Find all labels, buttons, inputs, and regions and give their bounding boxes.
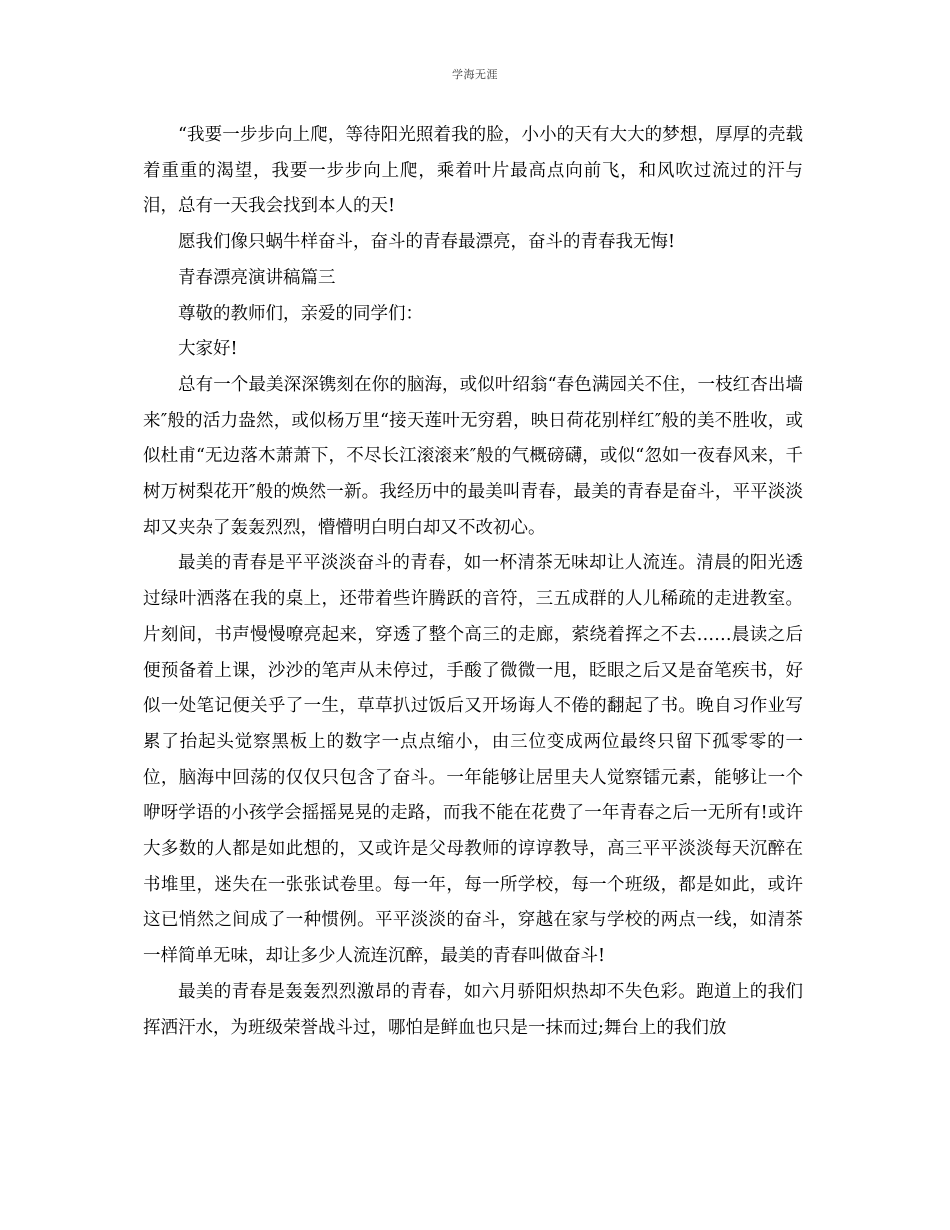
section-heading: 青春漂亮演讲稿篇三 xyxy=(178,267,336,288)
paragraph: 最美的青春是平平淡淡奋斗的青春，如一杯清茶无味却让人流连。清晨的阳光透过绿叶洒落在我的桌上，还带着些许腾跃的音符，三五成群的人儿稀疏的走进教室。片刻间，书声慢慢嘹亮起来，穿透了整个高三的走廊，萦绕着挥之不去……晨读之后便预备着上课，沙沙的笔声从未停过，手酸了微微一甩，眨眼之后又是奋笔疾书，好似一处笔记便关乎了一生，草草扒过饭后又开场诲人不倦的翻起了书。晚自习作业写累了抬起头觉察黑板上的数字一点点缩小，由三位变成两位最终只留下孤零零的一位，脑海中回荡的仅仅只包含了奋斗。一年能够让居里夫人觉察镭元素，能够让一个咿呀学语的小孩学会摇摇晃晃的走路，而我不能在花费了一年青春之后一无所有!或许大多数的人都是如此想的，又或许是父母教师的谆谆教导，高三平平淡淡每天沉醉在书堆里，迷失在一张张试卷里。每一年，每一所学校，每一个班级，都是如此，或许这已悄然之间成了一种惯例。平平淡淡的奋斗，穿越在家与学校的两点一线，如清茶一样简单无味，却让多少人流连沉醉，最美的青春叫做奋斗! xyxy=(143,553,803,967)
greeting: 大家好! xyxy=(178,339,238,360)
paragraph: 总有一个最美深深镌刻在你的脑海，或似叶绍翁“春色满园关不住，一枝红杏出墙来″般的活力盎然，或似杨万里“接天莲叶无穷碧，映日荷花别样红″般的美不胜收，或似杜甫“无边落木萧萧下，不尽长江滚滚来″般的气概磅礴，或似“忽如一夜春风来，千树万树梨花开″般的焕然一新。我经历中的最美叫青春，最美的青春是奋斗，平平淡淡却又夹杂了轰轰烈烈，懵懵明白明白却又不改初心。 xyxy=(143,374,803,538)
paragraph: 最美的青春是轰轰烈烈激昂的青春，如六月骄阳炽热却不失色彩。跑道上的我们挥洒汗水，为班级荣誉战斗过，哪怕是鲜血也只是一抹而过;舞台上的我们放 xyxy=(143,981,803,1038)
document-body xyxy=(143,118,803,1046)
paragraph: “我要一步步向上爬，等待阳光照着我的脸，小小的天有大大的梦想，厚厚的壳载着重重的渴望，我要一步步向上爬，乘着叶片最高点向前飞，和风吹过流过的汗与泪，总有一天我会找到本人的天! xyxy=(143,125,803,217)
salutation: 尊敬的教师们，亲爱的同学们： xyxy=(178,303,423,324)
paragraph: 愿我们像只蜗牛样奋斗，奋斗的青春最漂亮，奋斗的青春我无悔! xyxy=(178,232,676,253)
page-header: 学海无涯 xyxy=(452,68,498,81)
